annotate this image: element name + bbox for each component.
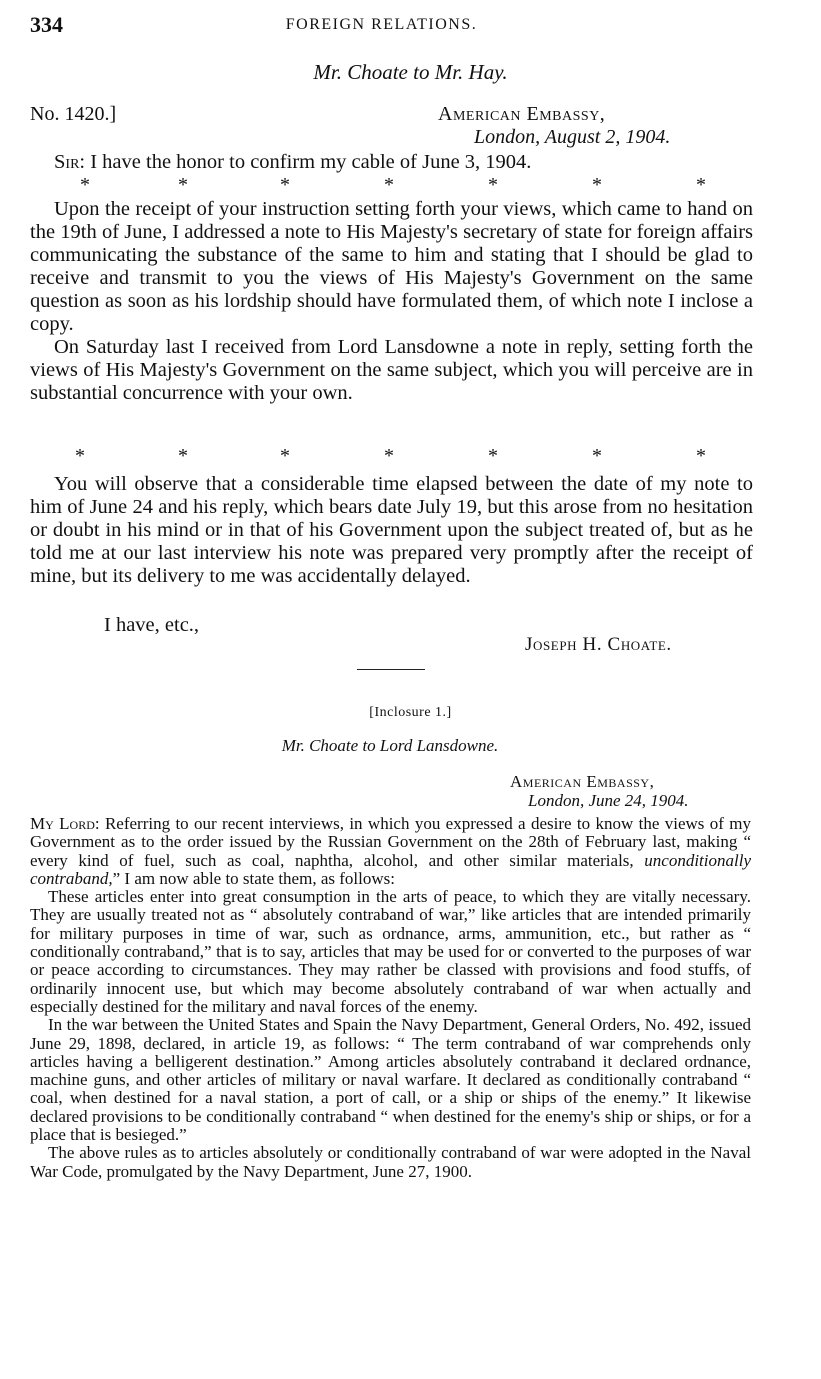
embassy-heading: American Embassy, — [438, 103, 606, 125]
section-divider — [357, 669, 425, 670]
letter-body-continued — [30, 473, 753, 588]
running-head: FOREIGN RELATIONS. — [285, 16, 478, 33]
inclosure-embassy-heading: American Embassy, — [510, 772, 655, 791]
star: * — [592, 445, 602, 467]
dispatch-number: No. 1420.] — [30, 103, 117, 125]
paragraph: On Saturday last I received from Lord Lansdowne a note in reply, setting forth the views of His Majesty's Government on the same subject, which you will perceive are in substantial concurrence with your own. — [30, 336, 753, 404]
star: * — [280, 445, 290, 467]
inclosure-title: Mr. Choate to Lord Lansdowne. — [281, 736, 499, 755]
paragraph: Upon the receipt of your instruction setting forth your views, which came to hand on the 19th of June, I addressed a note to His Majesty's secretary of state for foreign affairs communicating the substance of the same to him and stating that I should be glad to receive and transmit to you the views of His Majesty's Government on the same question as soon as his lordship should have formulated them, of which note I inclose a copy. — [30, 198, 753, 335]
star: * — [280, 174, 290, 196]
signature: Joseph H. Choate. — [525, 634, 672, 655]
star: * — [696, 445, 706, 467]
intro-text-end: ” I am now able to state them, as follows: — [112, 868, 395, 888]
paragraph: You will observe that a considerable time elapsed between the date of my note to him of June 24 and his reply, which bears date July 19, but this arose from no hesitation or doubt in his mind or in that of his Government upon the subject treated of, but as he told me at our last interview his note was prepared very promptly after the receipt of mine, but its delivery to me was accidentally delayed. — [30, 473, 753, 587]
inclosure-salutation: My Lord: — [30, 814, 100, 833]
star: * — [592, 174, 602, 196]
letter-title: Mr. Choate to Mr. Hay. — [313, 60, 508, 84]
inclosure-label: [Inclosure 1.] — [369, 705, 452, 720]
page-number: 334 — [30, 12, 63, 37]
star: * — [178, 174, 188, 196]
salutation: Sir: — [54, 151, 86, 173]
star: * — [80, 174, 90, 196]
star: * — [384, 445, 394, 467]
star: * — [488, 445, 498, 467]
page-header — [30, 10, 733, 40]
place-date: London, August 2, 1904. — [474, 126, 671, 148]
star: * — [488, 174, 498, 196]
salutation-line — [30, 151, 753, 174]
inclosure-place-date: London, June 24, 1904. — [528, 791, 689, 810]
star: * — [75, 445, 85, 467]
inclosure-body — [30, 815, 751, 1181]
paragraph: These articles enter into great consumption in the arts of peace, to which they are vitally necessary. They are usually treated not as “ absolutely contraband of war,” like articles that are intended primarily for military purposes in time of war, such as ordnance, arms, ammunition, etc., but rather as “ conditionally contraband,” that is to say, articles that may be used for or converted to the purposes of war or peace according to circumstances. They may rather be classed with provisions and food stuffs, of ordinarily innocent use, but which may become absolutely contraband of war when actually and especially destined for the military and naval forces of the enemy. — [30, 887, 751, 1016]
star: * — [384, 174, 394, 196]
star: * — [178, 445, 188, 467]
paragraph: The above rules as to articles absolutely or conditionally contraband of war were adopted in the Naval War Code, promulgated by the Navy Department, June 27, 1900. — [30, 1143, 751, 1181]
opening-sentence: I have the honor to confirm my cable of June 3, 1904. — [90, 151, 532, 173]
letter-body — [30, 198, 753, 405]
inclosure-intro — [30, 815, 751, 888]
paragraph: In the war between the United States and Spain the Navy Department, General Orders, No. 492, issued June 29, 1898, declared, in article 19, as follows: “ The term contraband of war comprehends only articles having a belligerent destination.” Among articles absolutely contraband it declared ordnance, machine guns, and other articles of military or naval warfare. It declared as conditionally contraband “ coal, when destined for a naval station, a port of call, or a ship or ships of the enemy.” It likewise declared provisions to be conditionally contraband “ when destined for the enemy's ship or ships, or for a place that is besieged.” — [30, 1015, 751, 1145]
star: * — [696, 174, 706, 196]
intro-italic: unconditionally contraband, — [30, 850, 751, 888]
intro-text: Referring to our recent interviews, in which you expressed a desire to know the views of my Government as to the order issued by the Russian Government on the 28th of February last, making “ every kind of fuel, such as coal, naphtha, alcohol, and other similar materials, — [30, 814, 752, 870]
closing: I have, etc., — [104, 614, 200, 636]
